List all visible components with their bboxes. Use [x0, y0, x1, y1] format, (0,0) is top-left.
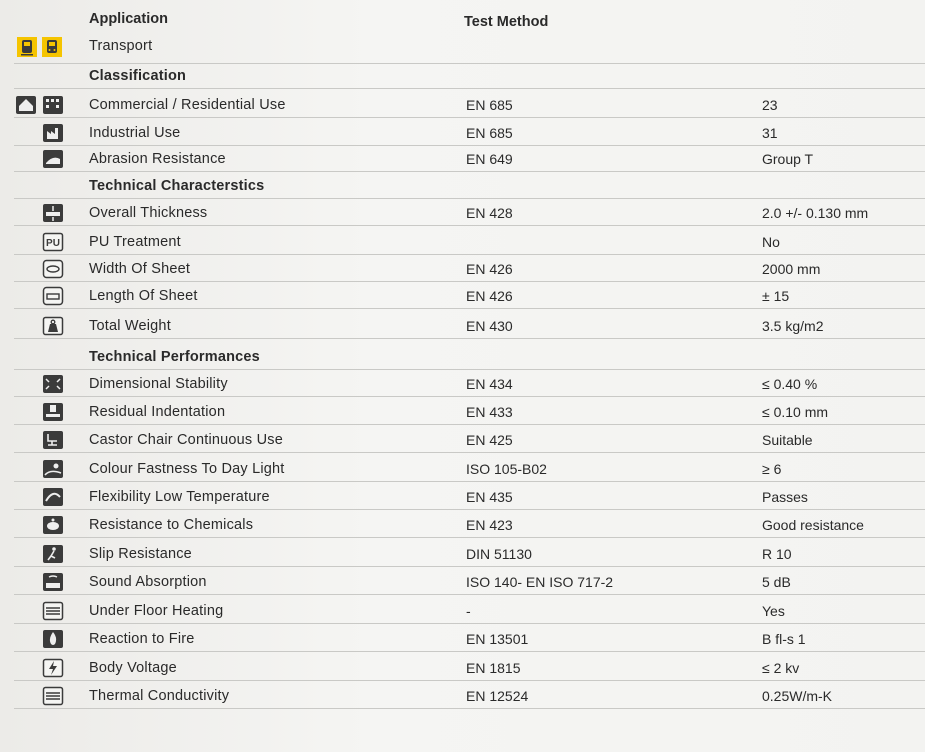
section-title: Technical Performances — [89, 349, 260, 365]
test-method-heading: Test Method — [464, 14, 549, 30]
test-method: EN 426 — [466, 288, 513, 304]
property-label: Reaction to Fire — [89, 631, 195, 647]
bus-icon — [42, 37, 62, 57]
property-label: Total Weight — [89, 318, 171, 334]
classification-section — [0, 63, 925, 89]
property-label: Slip Resistance — [89, 546, 192, 562]
property-value: Good resistance — [762, 517, 864, 533]
heating-icon — [42, 601, 64, 621]
property-label: Overall Thickness — [89, 205, 208, 221]
test-method: EN 1815 — [466, 660, 521, 676]
property-label: Sound Absorption — [89, 574, 207, 590]
property-value: ≥ 6 — [762, 461, 782, 477]
test-method: EN 12524 — [466, 688, 529, 704]
property-value: 31 — [762, 125, 778, 141]
house-icon — [15, 95, 37, 115]
test-method: DIN 51130 — [466, 546, 532, 562]
spec-row — [0, 456, 925, 482]
test-method: EN 13501 — [466, 631, 529, 647]
factory-icon — [42, 123, 64, 143]
building-icon — [42, 95, 64, 115]
transport-label: Transport — [89, 38, 153, 54]
spec-row — [0, 313, 925, 339]
test-method: EN 433 — [466, 404, 513, 420]
property-label: Width Of Sheet — [89, 261, 191, 277]
spec-row — [0, 683, 925, 709]
property-value: Group T — [762, 151, 814, 167]
transport-row — [0, 34, 925, 60]
thickness-icon — [42, 203, 64, 223]
voltage-icon — [42, 658, 64, 678]
test-method: ISO 140- EN ISO 717-2 — [466, 574, 614, 590]
test-method: ISO 105-B02 — [466, 461, 547, 477]
slip-icon — [42, 544, 64, 564]
test-method: EN 434 — [466, 376, 513, 392]
test-method: EN 685 — [466, 125, 513, 141]
test-method: EN 430 — [466, 318, 513, 334]
spec-row — [0, 120, 925, 146]
property-value: 2000 mm — [762, 261, 821, 277]
fire-icon — [42, 629, 64, 649]
property-label: PU Treatment — [89, 234, 181, 250]
test-method: EN 423 — [466, 517, 513, 533]
property-value: Yes — [762, 603, 785, 619]
sun-icon — [42, 459, 64, 479]
property-value: 2.0 +/- 0.130 mm — [762, 205, 869, 221]
roll-length-icon — [42, 286, 64, 306]
property-label: Abrasion Resistance — [89, 151, 226, 167]
application-heading: Application — [89, 11, 168, 27]
property-label: Residual Indentation — [89, 404, 226, 420]
test-method: EN 425 — [466, 432, 513, 448]
spec-row — [0, 541, 925, 567]
roll-width-icon — [42, 259, 64, 279]
property-value: ± 15 — [762, 288, 790, 304]
dimensional-stability-icon — [42, 374, 64, 394]
property-value: 5 dB — [762, 574, 791, 590]
spec-row — [0, 598, 925, 624]
section-title: Classification — [89, 68, 187, 84]
weight-icon — [42, 316, 64, 336]
spec-row — [0, 229, 925, 255]
spec-row — [0, 92, 925, 118]
property-label: Thermal Conductivity — [89, 688, 230, 704]
property-label: Length Of Sheet — [89, 288, 198, 304]
property-label: Colour Fastness To Day Light — [89, 461, 285, 477]
property-value: ≤ 2 kv — [762, 660, 800, 676]
castor-chair-icon — [42, 430, 64, 450]
test-method: EN 649 — [466, 151, 513, 167]
spec-row — [0, 427, 925, 453]
property-value: 3.5 kg/m2 — [762, 318, 824, 334]
spec-row — [0, 569, 925, 595]
spec-row — [0, 371, 925, 397]
property-value: Passes — [762, 489, 808, 505]
property-value: ≤ 0.10 mm — [762, 404, 829, 420]
property-label: Flexibility Low Temperature — [89, 489, 270, 505]
thermal-icon — [42, 686, 64, 706]
spec-row — [0, 399, 925, 425]
property-label: Under Floor Heating — [89, 603, 224, 619]
property-value: R 10 — [762, 546, 792, 562]
tram-icon — [17, 37, 37, 57]
property-label: Castor Chair Continuous Use — [89, 432, 283, 448]
section-title: Technical Characterstics — [89, 178, 265, 194]
property-value: Suitable — [762, 432, 813, 448]
spec-row — [0, 655, 925, 681]
test-method: EN 426 — [466, 261, 513, 277]
test-method: - — [466, 603, 471, 619]
spec-row — [0, 256, 925, 282]
spec-row — [0, 283, 925, 309]
property-value: No — [762, 234, 780, 250]
test-method: EN 435 — [466, 489, 513, 505]
technical-performances-section — [0, 344, 925, 370]
spec-row — [0, 200, 925, 226]
property-value: 0.25W/m-K — [762, 688, 833, 704]
property-value: B fl-s 1 — [762, 631, 806, 647]
spec-row — [0, 626, 925, 652]
property-label: Body Voltage — [89, 660, 177, 676]
spec-row — [0, 146, 925, 172]
technical-characteristics-section — [0, 173, 925, 199]
spec-row — [0, 512, 925, 538]
property-value: 23 — [762, 97, 778, 113]
flexibility-icon — [42, 487, 64, 507]
spec-row — [0, 484, 925, 510]
property-label: Commercial / Residential Use — [89, 97, 286, 113]
sound-icon — [42, 572, 64, 592]
property-value: ≤ 0.40 % — [762, 376, 818, 392]
svg-text:PU: PU — [46, 238, 60, 249]
property-label: Resistance to Chemicals — [89, 517, 254, 533]
chemical-icon — [42, 515, 64, 535]
indentation-icon — [42, 402, 64, 422]
property-label: Industrial Use — [89, 125, 181, 141]
test-method: EN 685 — [466, 97, 513, 113]
property-label: Dimensional Stability — [89, 376, 228, 392]
test-method: EN 428 — [466, 205, 513, 221]
abrasion-icon — [42, 149, 64, 169]
pu-icon — [42, 232, 64, 252]
